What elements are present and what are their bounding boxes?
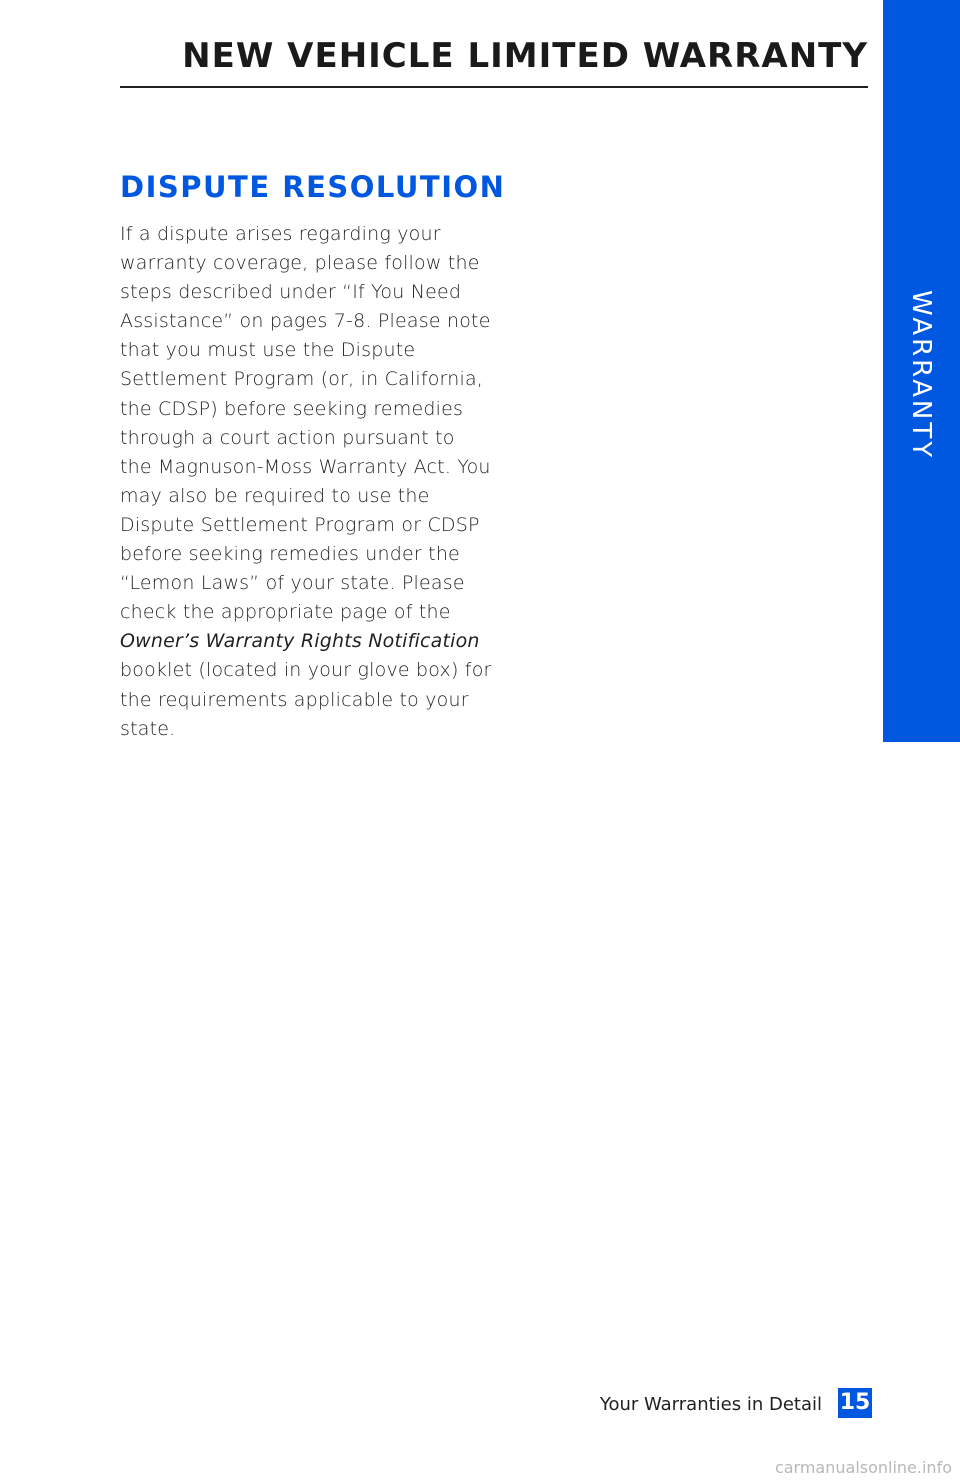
footer-section-label: Your Warranties in Detail xyxy=(599,1394,822,1415)
body-text-part-1: If a dispute arises regarding your warranty coverage, please follow the steps described under “If You Need Assistance” on pages 7-8. Please note that you must use the Dispute Settlement Program (or, in California, the CDSP) before seeking remedies through a court action pursuant to the Magnuson-Moss Warranty Act. You may also be required to use the Dispute Settlement Program or CDSP before seeking remedies under the “Lemon Laws” of your state. Please check the appropriate page of the xyxy=(120,223,491,624)
body-text-part-2: booklet (located in your glove box) for the requirements applicable to your state. xyxy=(120,659,492,740)
booklet-title: Owner’s Warranty Rights Notification xyxy=(120,630,480,653)
page-number: 15 xyxy=(838,1388,872,1418)
side-section-tab xyxy=(883,0,960,742)
section-body-text xyxy=(120,220,492,744)
side-tab-label: WARRANTY xyxy=(906,290,936,461)
header-divider xyxy=(120,86,868,88)
section-heading: DISPUTE RESOLUTION xyxy=(120,170,506,204)
page-header-title: NEW VEHICLE LIMITED WARRANTY xyxy=(182,36,868,76)
watermark-text: carmanualsonline.info xyxy=(774,1458,952,1477)
